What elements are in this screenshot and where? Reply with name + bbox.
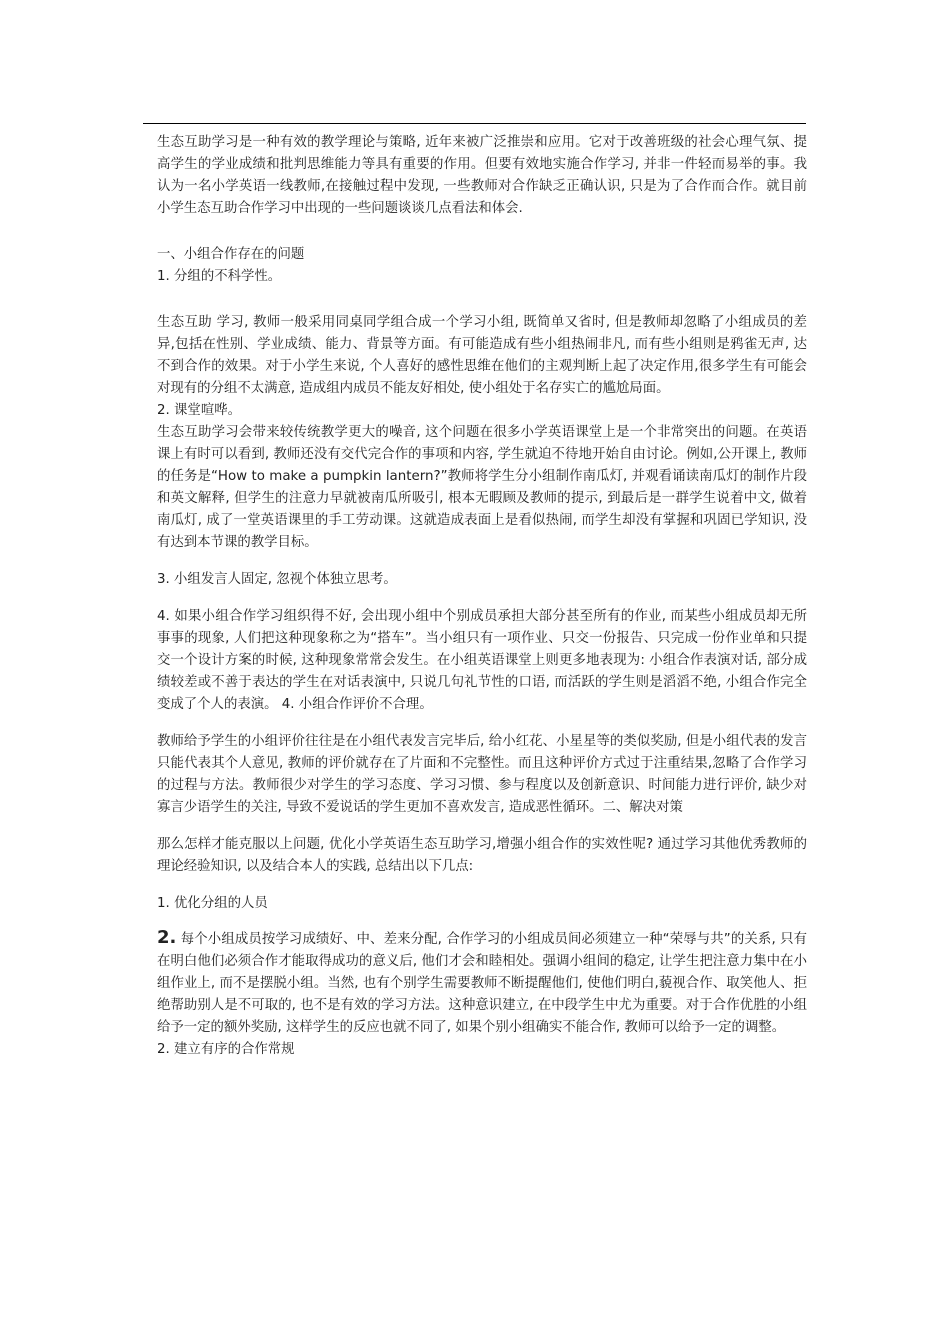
intro-paragraph: 生态互助学习是一种有效的教学理论与策略, 近年来被广泛推崇和应用。它对于改善班级的社会心理气氛、提高学生的学业成绩和批判思维能力等具有重要的作用。但要有效地实施合作学习, 并非一件轻而易举的事。我认为一名小学英语一线教师,在接触过程中发现, 一些教师对合作缺乏正确认识, 只是为了合作而合作。就目前小学生态互助合作学习中出现的一些问题谈谈几点看法和体会. [157,135,807,216]
section-heading-problems: 一、小组合作存在的问题 [157,247,305,262]
solution-number: 2. [157,927,177,948]
paragraph-free-riding: 4. 如果小组合作学习组织得不好, 会出现小组中个别成员承担大部分甚至所有的作业, 而某些小组成员却无所事事的现象, 人们把这种现象称之为“搭车”。当小组只有一项作业、只交一份报告、只完成一份作业单和只提交一个设计方案的时候, 这种现象常常会发生。在小组英语课堂上则更多地表现为: 小组合作表演对话, 部分成绩较差或不善于表达的学生在对话表演中, 只说几句礼节性的口语, 而活跃的学生则是滔滔不绝, 小组合作完全变成了个人的表演。 4. 小组合作评价不合理。 [157,609,807,712]
item-heading-grouping: 1. 分组的不科学性。 [157,269,282,284]
paragraph-solutions-intro: 那么怎样才能克服以上问题, 优化小学英语生态互助学习,增强小组合作的实效性呢? 通过学习其他优秀教师的理论经验知识, 以及结合本人的实践, 总结出以下几点: [157,837,807,874]
solution-grouping-text: 每个小组成员按学习成绩好、中、差来分配, 合作学习的小组成员间必须建立一种“荣辱与共”的关系, 只有在明白他们必须合作才能取得成功的意义后, 他们才会和睦相处。强调小组间的稳定, 让学生把注意力集中在小组作业上, 而不是摆脱小组。当然, 也有个别学生需要教师不断提醒他们, 使他们明白,藐视合作、取笑他人、拒绝帮助别人是不可取的, 也不是有效的学习方法。这种意识建立, 在中段学生中尤为重要。对于合作优胜的小组给予一定的额外奖励, 这样学生的反应也就不同了, 如果个别小组确实不能合作, 教师可以给予一定的调整。 [157,932,807,1035]
article-body [157,132,807,1061]
paragraph-grouping: 生态互助 学习, 教师一般采用同桌同学组合成一个学习小组, 既简单又省时, 但是教师却忽略了小组成员的差异,包括在性别、学业成绩、能力、背景等方面。有可能造成有些小组热闹非凡, 而有些小组则是鸦雀无声, 达不到合作的效果。对于小学生来说, 个人喜好的感性思维在他们的主观判断上起了决定作用,很多学生有可能会对现有的分组不太满意, 造成组内成员不能友好相处, 使小组处于名存实亡的尴尬局面。 [157,315,807,396]
solution-heading-grouping: 1. 优化分组的人员 [157,896,268,911]
paragraph-noise: 生态互助学习会带来较传统教学更大的噪音, 这个问题在很多小学英语课堂上是一个非常突出的问题。在英语课上有时可以看到, 教师还没有交代完合作的事项和内容, 学生就迫不待地开始自由讨论。例如,公开课上, 教师的任务是“How to make a pumpkin lantern?”教师将学生分小组制作南瓜灯, 并观看诵读南瓜灯的制作片段和英文解释, 但学生的注意力早就被南瓜所吸引, 根本无暇顾及教师的提示, 到最后是一群学生说着中文, 做着南瓜灯, 成了一堂英语课里的手工劳动课。这就造成表面上是看似热闹, 而学生却没有掌握和巩固已学知识, 没有达到本节课的教学目标。 [157,425,807,550]
item-heading-noise: 2. 课堂喧哗。 [157,403,241,418]
item-heading-fixed-speaker: 3. 小组发言人固定, 忽视个体独立思考。 [157,572,397,587]
solution-heading-routine: 2. 建立有序的合作常规 [157,1042,295,1057]
header-rule [143,123,806,124]
paragraph-solution-grouping [157,927,807,1039]
paragraph-evaluation: 教师给予学生的小组评价往往是在小组代表发言完毕后, 给小红花、小星星等的类似奖励, 但是小组代表的发言只能代表其个人意见, 教师的评价就存在了片面和不完整性。而且这种评价方式过于注重结果,忽略了合作学习的过程与方法。教师很少对学生的学习态度、学习习惯、参与程度以及创新意识、时间能力进行评价, 缺少对寡言少语学生的关注, 导致不爱说话的学生更加不喜欢发言, 造成恶性循环。二、解决对策 [157,734,807,815]
